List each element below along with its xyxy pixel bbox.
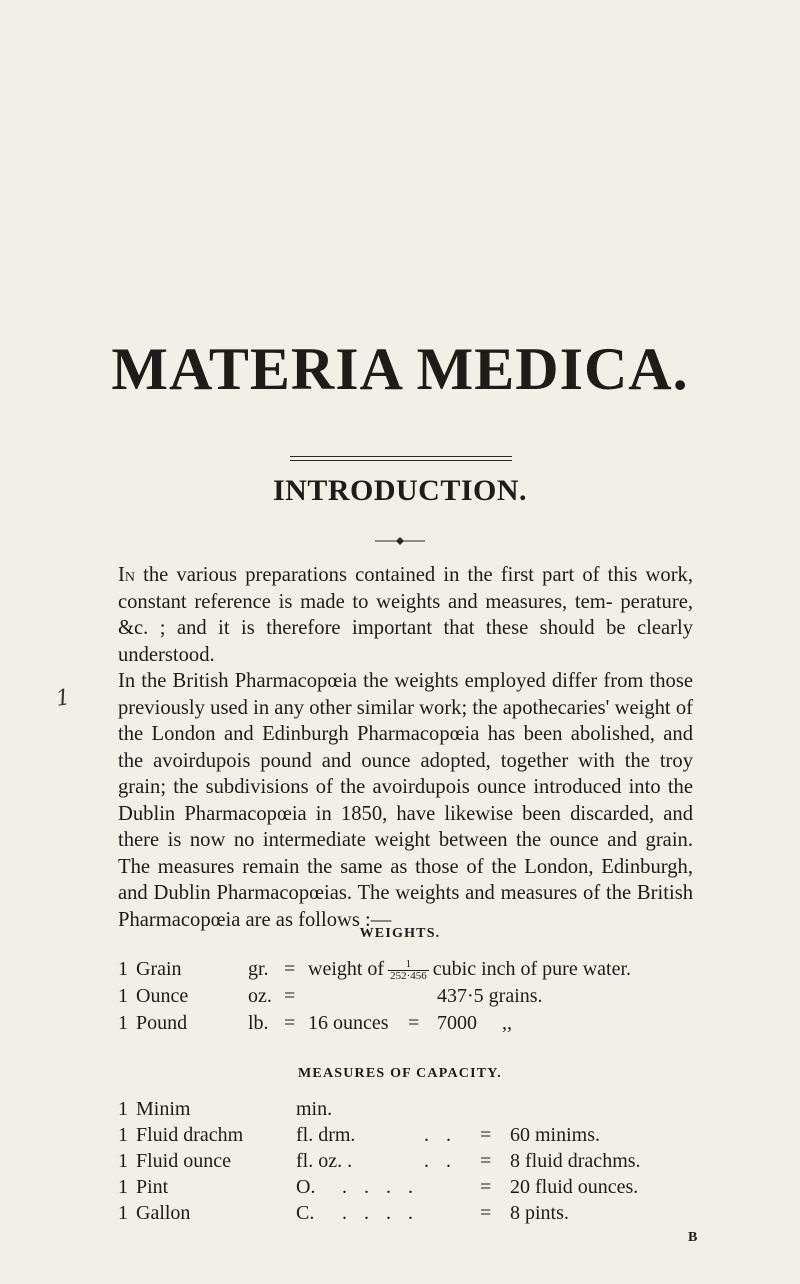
title-rule-top xyxy=(290,456,512,457)
measure-abbreviation: min. xyxy=(296,1098,333,1120)
intro-paragraph-2: In the British Pharmacopœia the weights employed differ from those previously used in any other similar work; the apothecaries' weight of the London and Edinburgh Pharmacopœia has been abolished, and the avoirdupois pound and ounce adopted, together with the troy grain; the subdivisions of the avoirdupois ounce introduced into the Dublin Pharmacopœia in 1850, have likewise been discarded, and there is now no intermediate weight between the ounce and grain. The measures remain the same as those of the London, Edinburgh, and Dublin Pharmacopœias. The weights and measures of the British Pharmacopœia are as follows :— xyxy=(118,670,693,931)
capacity-row-fluid-drachm xyxy=(118,1124,718,1150)
equals-sign: = xyxy=(480,1176,492,1198)
leader-dots: . . . . xyxy=(342,1176,419,1198)
measure-quantity: 1 xyxy=(118,1202,128,1224)
measure-unit-name: Fluid ounce xyxy=(136,1150,231,1172)
measure-abbreviation: fl. drm. xyxy=(296,1124,356,1146)
fraction-denominator: 252·456 xyxy=(390,969,427,982)
margin-annotation: 1 xyxy=(54,685,72,712)
ditto-mark: ,, xyxy=(502,1012,512,1034)
leader-dots: . . . . xyxy=(342,1202,419,1224)
weight-definition xyxy=(308,958,631,982)
weight-definition-grains: 7000 xyxy=(437,1012,477,1034)
equals-sign: = xyxy=(480,1150,492,1172)
measure-unit-name: Pint xyxy=(136,1176,169,1198)
weight-definition: 437·5 grains. xyxy=(437,985,543,1007)
capacity-row-pint xyxy=(118,1176,718,1202)
capacity-row-gallon xyxy=(118,1202,718,1228)
measure-abbreviation: C. xyxy=(296,1202,315,1224)
section-title: INTRODUCTION. xyxy=(272,474,528,507)
weight-quantity: 1 xyxy=(118,1012,128,1034)
measure-equivalent: 20 fluid ounces. xyxy=(510,1176,639,1198)
equals-sign: = xyxy=(284,1012,296,1034)
equals-sign: = xyxy=(284,985,296,1007)
intro-paragraph-1 xyxy=(118,562,693,668)
weight-abbreviation: lb. xyxy=(248,1012,269,1034)
measure-abbreviation: fl. oz. . xyxy=(296,1150,353,1172)
capacity-row-fluid-ounce xyxy=(118,1150,718,1176)
measure-quantity: 1 xyxy=(118,1176,128,1198)
weight-definition-pre: weight of xyxy=(308,958,385,980)
measure-unit-name: Minim xyxy=(136,1098,191,1120)
weight-quantity: 1 xyxy=(118,958,128,980)
measure-unit-name: Fluid drachm xyxy=(136,1124,244,1146)
fraction-numerator: 1 xyxy=(388,959,429,971)
weight-row-grain xyxy=(118,958,718,984)
drop-lead-word: In xyxy=(118,564,135,586)
weight-abbreviation: gr. xyxy=(248,958,269,980)
weight-row-ounce xyxy=(118,985,718,1011)
divider-ornament-icon xyxy=(375,536,425,546)
weight-definition-post: cubic inch of pure water. xyxy=(432,958,632,980)
intro-paragraph-1-body: the various preparations contained in the first part of this work, constant reference is made to weights and measures, tem- perature, &c. ; and it is therefore important that these should be clearly understood. xyxy=(118,564,693,666)
weight-unit-name: Grain xyxy=(136,958,182,980)
weight-unit-name: Pound xyxy=(136,1012,188,1034)
fraction xyxy=(388,959,429,982)
introduction-text xyxy=(118,562,693,933)
measure-unit-name: Gallon xyxy=(136,1202,191,1224)
leader-dots: . . xyxy=(424,1150,457,1172)
equals-sign: = xyxy=(480,1124,492,1146)
capacity-heading: MEASURES OF CAPACITY. xyxy=(298,1066,502,1081)
measure-quantity: 1 xyxy=(118,1124,128,1146)
equals-sign: = xyxy=(284,958,296,980)
measure-equivalent: 8 fluid drachms. xyxy=(510,1150,641,1172)
leader-dots: . . xyxy=(424,1124,457,1146)
measure-quantity: 1 xyxy=(118,1098,128,1120)
measure-abbreviation: O. xyxy=(296,1176,316,1198)
weight-definition-ounces: 16 ounces xyxy=(308,1012,389,1034)
title-rule-bottom xyxy=(290,460,512,461)
weight-abbreviation: oz. xyxy=(248,985,272,1007)
weight-row-pound xyxy=(118,1012,718,1038)
weight-quantity: 1 xyxy=(118,985,128,1007)
weight-unit-name: Ounce xyxy=(136,985,189,1007)
equals-sign: = xyxy=(480,1202,492,1224)
equals-sign-2: = xyxy=(408,1012,420,1034)
weights-heading: WEIGHTS. xyxy=(359,926,441,941)
measure-equivalent: 8 pints. xyxy=(510,1202,569,1224)
measure-equivalent: 60 minims. xyxy=(510,1124,601,1146)
measure-quantity: 1 xyxy=(118,1150,128,1172)
page-title: MATERIA MEDICA. xyxy=(111,336,689,402)
signature-mark: B xyxy=(688,1230,698,1245)
capacity-row-minim xyxy=(118,1098,718,1124)
